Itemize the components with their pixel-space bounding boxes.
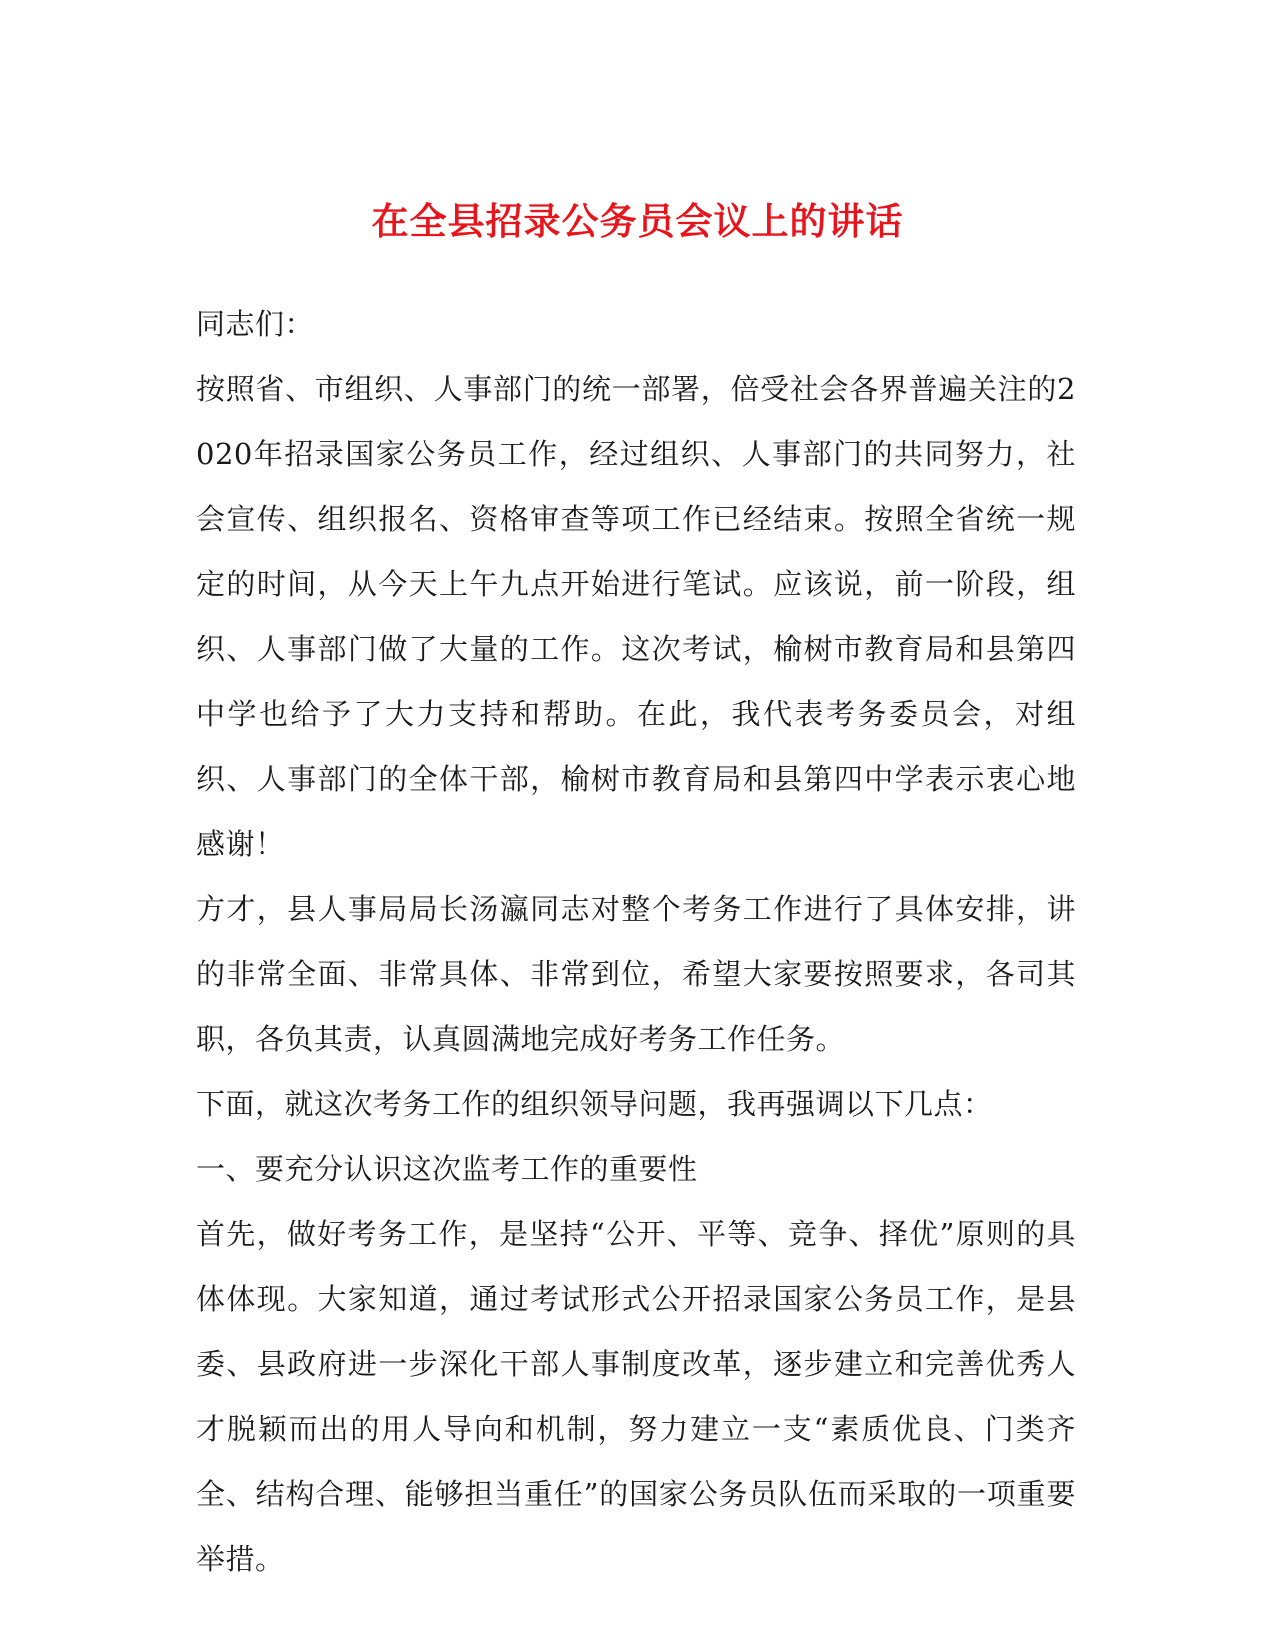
body-paragraph: 方才，县人事局局长汤瀛同志对整个考务工作进行了具体安排，讲的非常全面、非常具体、非常到位，希望大家要按照要求，各司其职，各负其责，认真圆满地完成好考务工作任务。 xyxy=(196,892,1076,1056)
body-paragraph: 按照省、市组织、人事部门的统一部署，倍受社会各界普遍关注的2020年招录国家公务员工作，经过组织、人事部门的共同努力，社会宣传、组织报名、资格审查等项工作已经结束。按照全省统一规定的时间，从今天上午九点开始进行笔试。应该说，前一阶段，组织、人事部门做了大量的工作。这次考试，榆树市教育局和县第四中学也给予了大力支持和帮助。在此，我代表考务委员会，对组织、人事部门的全体干部，榆树市教育局和县第四中学表示衷心地感谢！ xyxy=(196,372,1076,861)
body-paragraph: 下面，就这次考务工作的组织领导问题，我再强调以下几点： xyxy=(196,1087,993,1121)
salutation-paragraph: 同志们： xyxy=(196,307,315,341)
section-heading: 一、要充分认识这次监考工作的重要性 xyxy=(196,1152,698,1186)
document-title: 在全县招录公务员会议上的讲话 xyxy=(371,198,904,243)
document-body xyxy=(196,292,1076,1592)
body-paragraph: 首先，做好考务工作，是坚持“公开、平等、竞争、择优”原则的具体体现。大家知道，通过考试形式公开招录国家公务员工作，是县委、县政府进一步深化干部人事制度改革，逐步建立和完善优秀人才脱颖而出的用人导向和机制，努力建立一支“素质优良、门类齐全、结构合理、能够担当重任”的国家公务员队伍而采取的一项重要举措。 xyxy=(196,1217,1076,1576)
